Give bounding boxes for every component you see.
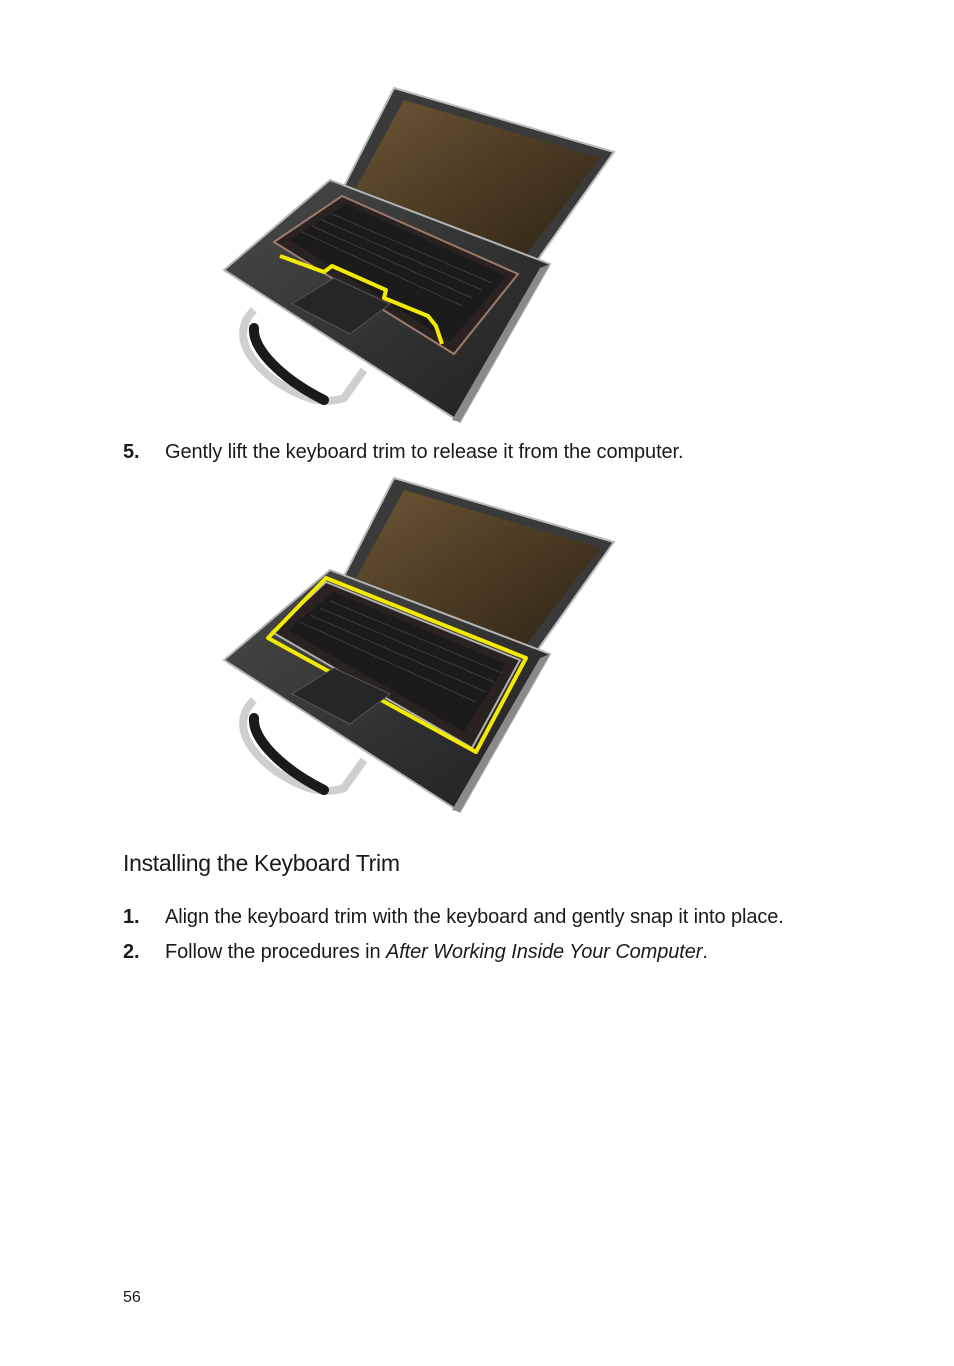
step-text-before: Follow the procedures in [165, 941, 386, 963]
step-text: Gently lift the keyboard trim to release it from the computer. [165, 441, 684, 463]
step-number: 1. [123, 906, 140, 928]
step-number: 2. [123, 941, 140, 963]
section-heading: Installing the Keyboard Trim [123, 850, 400, 876]
laptop-illustration-1 [214, 80, 624, 425]
step-number: 5. [123, 441, 140, 463]
laptop-illustration-2 [214, 470, 624, 815]
figure-trim-removed [214, 470, 624, 815]
step-text [165, 939, 708, 965]
cross-reference-link[interactable]: After Working Inside Your Computer [385, 941, 703, 963]
figure-trim-release [214, 80, 624, 425]
step-text-after: . [702, 941, 708, 963]
step-text: Align the keyboard trim with the keyboard and gently snap it into place. [165, 906, 784, 928]
page-number: 56 [123, 1289, 141, 1306]
